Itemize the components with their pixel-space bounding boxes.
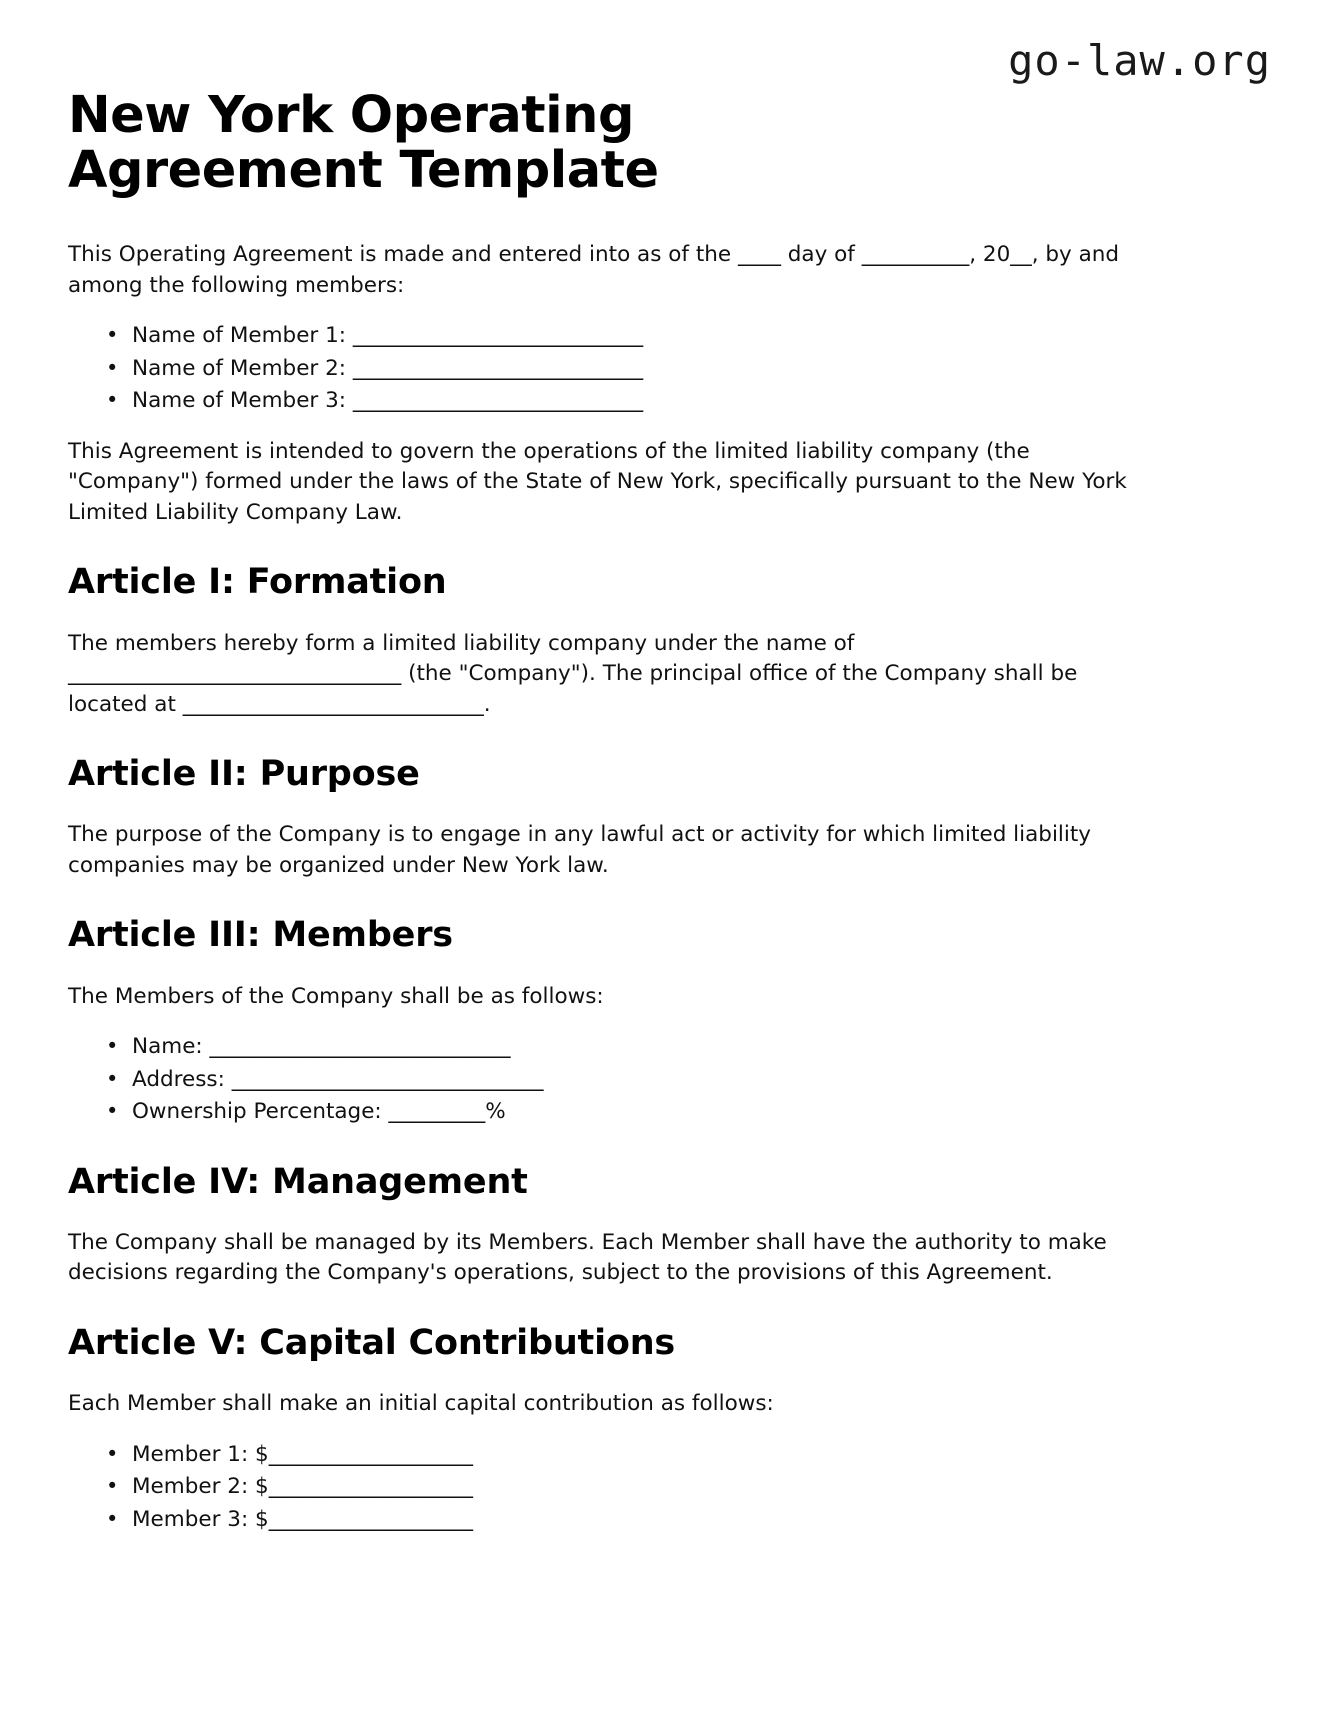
- list-item: • Ownership Percentage: _________%: [106, 1097, 1176, 1128]
- article-capital-contributions: [68, 1323, 1176, 1535]
- list-item: • Name of Member 2: ___________________________: [106, 354, 1176, 385]
- list-item: • Name of Member 1: ___________________________: [106, 321, 1176, 352]
- article-body: The Members of the Company shall be as follows:: [68, 983, 604, 1009]
- page-title: New York Operating Agreement Template: [68, 86, 659, 201]
- intro-section: [68, 240, 1176, 528]
- intro-paragraph: This Operating Agreement is made and entered into as of the ____ day of __________, 20__, by and among the following members:: [68, 242, 1120, 298]
- article-body: The Company shall be managed by its Members. Each Member shall have the authority to make decisions regarding the Company's operations, subject to the provisions of this Agreement.: [68, 1229, 1107, 1286]
- list-item: • Member 2: $___________________: [106, 1472, 1176, 1503]
- article-heading: Article I: Formation: [68, 562, 447, 603]
- site-watermark: go-law.org: [1008, 36, 1271, 85]
- article-heading: Article IV: Management: [68, 1161, 528, 1202]
- list-item: • Member 3: $___________________: [106, 1505, 1176, 1536]
- list-item: • Member 1: $___________________: [106, 1440, 1176, 1471]
- list-item: • Name: ____________________________: [106, 1032, 1176, 1063]
- article-purpose: [68, 754, 1176, 881]
- list-item: • Name of Member 3: ___________________________: [106, 386, 1176, 417]
- article-body: The purpose of the Company is to engage in any lawful act or activity for which limited liability companies may be organized under New York law.: [68, 822, 1092, 878]
- article-body: The members hereby form a limited liability company under the name of _______________________________ (the "Company"). The principal office of the Company shall be located at ____________________________.: [68, 630, 1078, 717]
- article-formation: [68, 562, 1176, 720]
- governing-law-paragraph: This Agreement is intended to govern the operations of the limited liability company (the "Company") formed under the laws of the State of New York, specifically pursuant to the New York Limited Liability Company Law.: [68, 438, 1127, 525]
- article-heading: Article V: Capital Contributions: [68, 1322, 676, 1363]
- article-body: Each Member shall make an initial capital contribution as follows:: [68, 1391, 774, 1417]
- article-members: [68, 915, 1176, 1127]
- article-management: [68, 1162, 1176, 1289]
- article-heading: Article III: Members: [68, 915, 453, 956]
- member-details-list: [68, 1032, 1176, 1128]
- capital-contributions-list: [68, 1440, 1176, 1536]
- article-heading: Article II: Purpose: [68, 754, 420, 795]
- member-names-list: [68, 321, 1176, 417]
- list-item: • Address: _____________________________: [106, 1065, 1176, 1096]
